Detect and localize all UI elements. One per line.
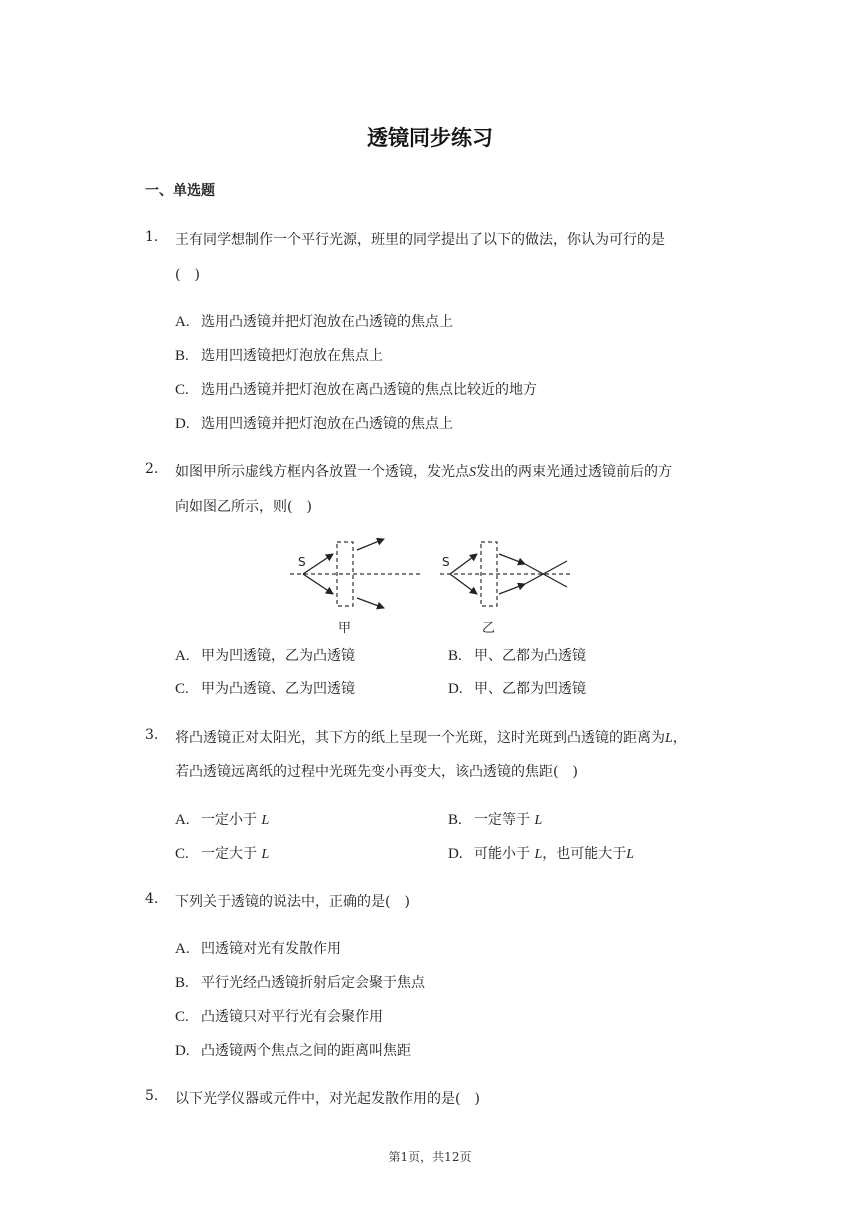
- option-text: 凹透镜对光有发散作用: [201, 941, 341, 957]
- option-text: 甲、乙都为凸透镜: [474, 648, 586, 664]
- option-letter: A.: [175, 941, 190, 957]
- option-text: 一定小于: [201, 812, 257, 828]
- option-text: 可能小于: [474, 846, 530, 862]
- option-d[interactable]: [175, 413, 453, 433]
- question-text: ( ): [175, 267, 200, 283]
- option-letter: A.: [175, 648, 190, 664]
- option-text: 甲为凹透镜，乙为凸透镜: [201, 648, 355, 664]
- option-letter: D.: [448, 681, 463, 697]
- question-text: 如图甲所示虚线方框内各放置一个透镜，发光点S发出的两束光通过透镜前后的方: [175, 464, 672, 480]
- option-text: 选用凸透镜并把灯泡放在凸透镜的焦点上: [201, 314, 453, 330]
- option-letter: A.: [175, 812, 190, 828]
- point-s-label: S: [442, 555, 450, 569]
- option-letter: C.: [175, 382, 189, 398]
- option-b[interactable]: [175, 345, 383, 365]
- question-number: 3.: [145, 727, 159, 743]
- option-letter: C.: [175, 1009, 189, 1025]
- question-text: 若凸透镜远离纸的过程中光斑先变小再变大，该凸透镜的焦距( ): [175, 764, 578, 780]
- option-a[interactable]: [175, 311, 453, 331]
- option-letter: B.: [175, 348, 189, 364]
- question-number: 5.: [145, 1088, 159, 1104]
- diagram-yi: [440, 542, 570, 636]
- option-b[interactable]: B. 一定等于 L: [448, 812, 543, 828]
- question-text: 下列关于透镜的说法中，正确的是( ): [175, 894, 410, 910]
- option-letter: B.: [448, 812, 462, 828]
- point-s-label: S: [298, 555, 306, 569]
- lens-diagram: [285, 532, 575, 640]
- caption-jia: 甲: [338, 621, 352, 636]
- option-letter: D.: [175, 1043, 190, 1059]
- option-letter: A.: [175, 314, 190, 330]
- option-c[interactable]: [175, 678, 355, 698]
- option-b[interactable]: [175, 972, 425, 992]
- option-a[interactable]: A. 一定小于 L: [175, 812, 270, 828]
- question-text: 向如图乙所示，则( ): [175, 499, 312, 515]
- option-text: 甲为凸透镜、乙为凹透镜: [201, 681, 355, 697]
- question-text: 王有同学想制作一个平行光源，班里的同学提出了以下的做法，你认为可行的是: [175, 232, 665, 248]
- question-text: 以下光学仪器或元件中，对光起发散作用的是( ): [175, 1091, 480, 1107]
- page-title: 透镜同步练习: [367, 126, 493, 150]
- option-c[interactable]: C. 一定大于 L: [175, 846, 270, 862]
- option-letter: B.: [175, 975, 189, 991]
- option-b[interactable]: [448, 645, 586, 665]
- option-letter: C.: [175, 846, 189, 862]
- option-text: 凸透镜两个焦点之间的距离叫焦距: [201, 1043, 411, 1059]
- option-d[interactable]: D. 可能小于 L，也可能大于L: [448, 846, 635, 862]
- option-text: 一定等于: [474, 812, 530, 828]
- diagram-jia: [290, 539, 420, 636]
- option-text: 凸透镜只对平行光有会聚作用: [201, 1009, 383, 1025]
- caption-yi: 乙: [482, 621, 496, 636]
- option-text: 平行光经凸透镜折射后定会聚于焦点: [201, 975, 425, 991]
- option-letter: D.: [175, 416, 190, 432]
- section-heading: 一、单选题: [145, 183, 215, 199]
- question-number: 1.: [145, 229, 159, 245]
- option-d[interactable]: [448, 678, 586, 698]
- option-c[interactable]: [175, 379, 537, 399]
- option-text: 甲、乙都为凹透镜: [474, 681, 586, 697]
- option-text: 选用凹透镜并把灯泡放在凸透镜的焦点上: [201, 416, 453, 432]
- option-a[interactable]: [175, 938, 341, 958]
- option-letter: C.: [175, 681, 189, 697]
- question-text: 将凸透镜正对太阳光，其下方的纸上呈现一个光斑，这时光斑到凸透镜的距离为L，: [175, 730, 687, 746]
- option-c[interactable]: [175, 1006, 383, 1026]
- option-text: 选用凸透镜并把灯泡放在离凸透镜的焦点比较近的地方: [201, 382, 537, 398]
- option-text: 选用凹透镜把灯泡放在焦点上: [201, 348, 383, 364]
- option-letter: B.: [448, 648, 462, 664]
- option-letter: D.: [448, 846, 463, 862]
- option-text: 一定大于: [201, 846, 257, 862]
- question-number: 2.: [145, 461, 159, 477]
- option-a[interactable]: [175, 645, 355, 665]
- question-number: 4.: [145, 891, 159, 907]
- option-d[interactable]: [175, 1040, 411, 1060]
- page-footer: 第1页，共12页: [388, 1150, 472, 1164]
